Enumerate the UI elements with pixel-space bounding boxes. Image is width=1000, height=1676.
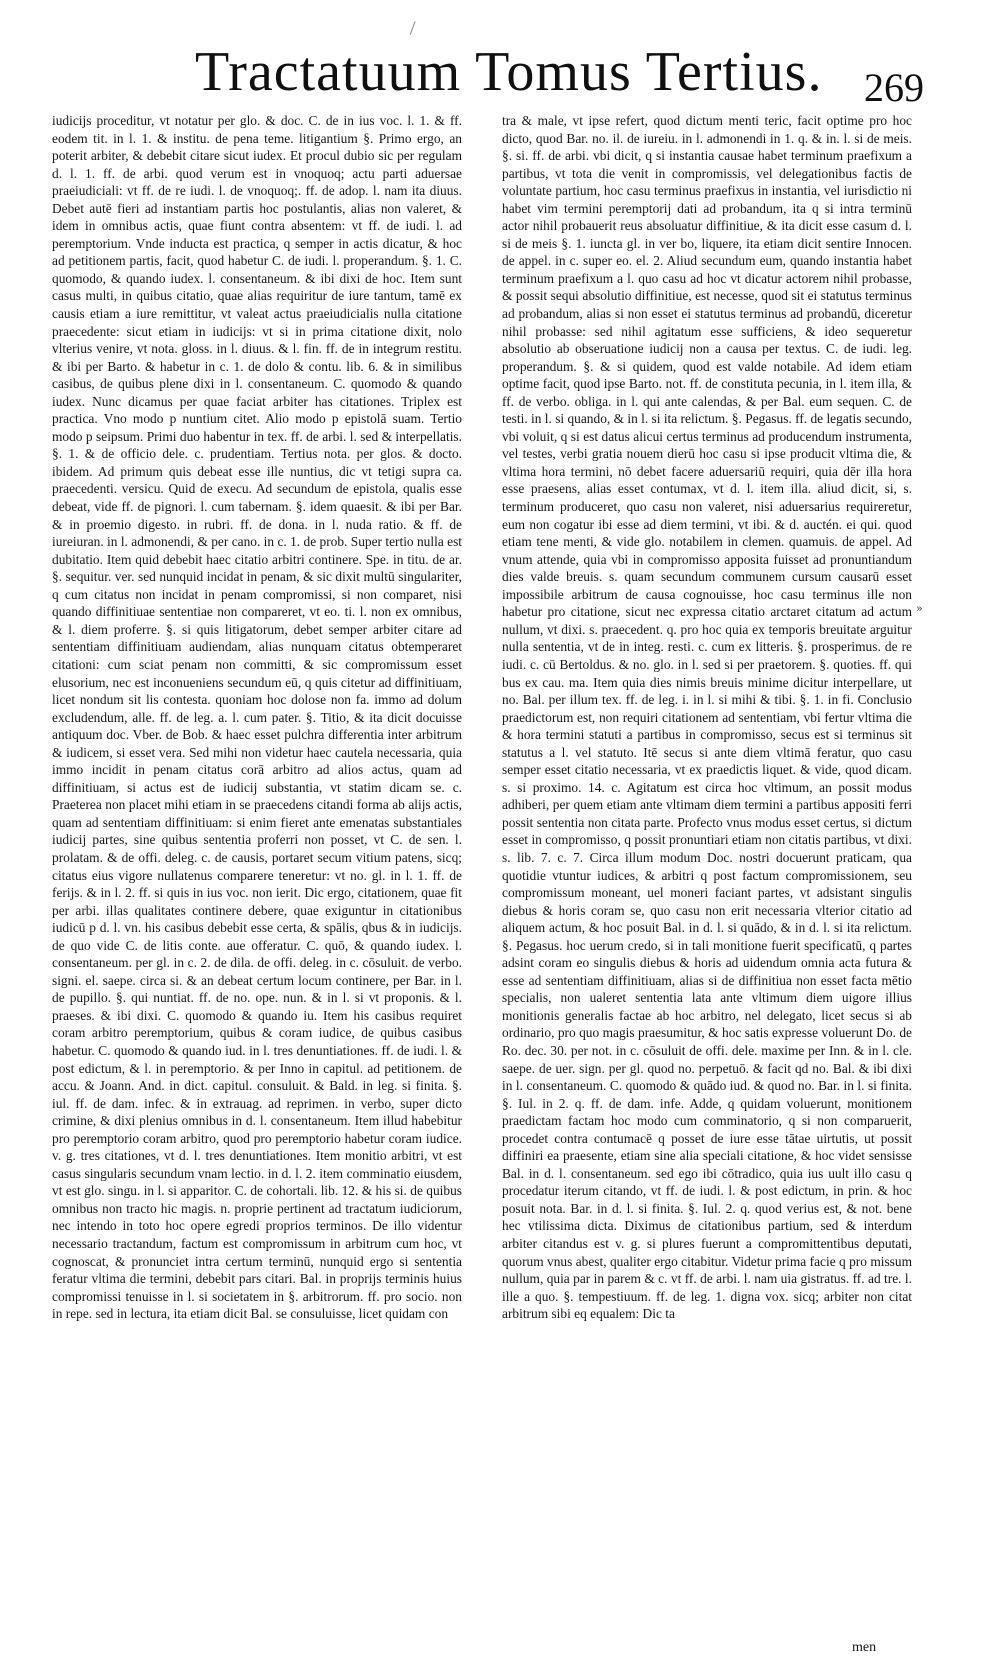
running-title: Tractatuum Tomus Tertius. — [195, 41, 823, 103]
text-column-left — [52, 112, 462, 1652]
catchword: men — [852, 1640, 877, 1655]
text-column-right — [502, 112, 912, 1652]
left-column-text: iudicijs proceditur, vt notatur per glo. & doc. C. de in ius voc. l. 1. & ff. eodem tit. in l. 1. & institu. de pena teme. litigantium §. Primo ergo, an poterit arbiter, & debebit citare sicut iudex. Et procul dubio sic per regulam d. l. 1. ff. de arbi. quod verum est in vnoquoq; actu parti aduersae praeiudiciali: vt ff. de re iudi. l. de vnoquoq;. ff. de adop. l. nam ita diuus. Debet autē fieri ad instantiam partis hoc postulantis, alias non valeret, & idem in omnibus actis, quae fiunt contra absentem: vt ff. de iudi. l. ad peremptorium. Vnde inducta est practica, q semper in actis dicatur, & hoc ad petitionem partis, facit, quod habetur C. de iudi. l. properandum. §. 1. C. quomodo, & quando iudex. l. consentaneum. & ibi dixi de hoc. Item sunt casus multi, in quibus citatio, quae alias requiritur de iure tantum, tamē ex causis etiam a iure remittitur, vt valeat actus praeiudicialis nulla citatione praecedente: sicut etiam in iudicijs: vt si in prima citatione dixit, nolo vlterius venire, vt nota. gloss. in l. diuus. & l. fin. ff. de in integrum restitu. & ibi per Barto. & habetur in c. 1. de dolo & contu. lib. 6. & in similibus casibus, de quibus plene dixi in l. consentaneum. C. quomodo & quando iudex. Nunc dicamus per quae faciat arbiter has citationes. Triplex est practica. Vno modo p nuntium citet. Alio modo p epistolā suam. Tertio modo p seipsum. Primi duo habentur in tex. ff. de arbi. l. sed & interpellatis. §. 1. & de officio dele. c. prudentiam. Tertius nota. per glos. & docto. ibidem. Ad primum quis debeat esse ille nuntius, dic vt tetigi supra ca. praecedenti. versicu. Quid de execu. Ad secundum de epistola, qualis esse debeat, vide ff. de pignori. l. cum tabernam. §. idem quaesit. & ibi per Bar. & in proemio digesto. in rubri. ff. de dona. in l. nuda ratio. & ff. de iureiuran. in l. admonendi, & per cano. in c. 1. de prob. Super tertio nulla est dubitatio. Item quid debebit haec citatio arbitri continere. Spe. in titu. de ar. §. sequitur. ver. sed nunquid incidat in penam, & sic dixit multū singulariter, q cum citatus non incidat in penam compromissi, si non comparet, nisi quando diffinitiuae sententiae non compareret, vt eo. ti. l. non ex omnibus, & l. diem proferre. §. si quis litigatorum, debet semper arbiter citare ad sententiam diffinitiuam audiendam, alias nunquam citatus obtemperaret citationi: cum sciat penam non committi, & sic compromissum esset elusorium, nec est inconueniens secundum eū, q quis citetur ad diffinitiuam, licet nondum sit lis contesta. quoniam hoc dolose non fa. immo ad dolum excludendum, alle. ff. de leg. a. l. cum pater. §. Titio, & ita dicit docuisse antiquum doc. Vber. de Bob. & haec esset pulchra differentia inter arbitrum & iudicem, si esset vera. Sed mihi non videtur haec cautela necessaria, quia immo incidit in penam citatus corā arbitro ad alios actus, quam ad diffinitiuam, si actus est de iudicij substantia, vt statim dicam se. c. Praeterea non placet mihi etiam in se praecedens citandi forma ab alijs actis, quam ad sententiam diffinitiuam: si enim fieret ante emenatas substantiales iudicij partes, sine quibus sententia proferri non posset, vt C. de sen. l. prolatam. & de offi. deleg. c. de causis, portaret secum vitium patens, sicq; citatus eius vigore nullatenus comparere teneretur: vt no. gl. in l. 1. ff. de ferijs. & in l. 2. ff. si quis in ius voc. non ierit. Dic ergo, citationem, quae fit per arbi. illas qualitates continere debere, quae exiguntur in citationibus iudicū p d. l. vn. his casibus debebit esse certa, & spālis, qbus & in iudicijs. de quo vide C. de litis conte. aue offeratur. C. quō, & quando iudex. l. consentaneum. per gl. in c. 2. de dila. de offi. deleg. in c. cōsuluit. de verbo. signi. el. saepe. circa si. & an debeat certum locum continere, per Bar. in l. de pupillo. §. qui nuntiat. ff. de no. ope. nun. & in l. si vt proponis. & l. praeses. & ibi dixi. C. quomodo & quando iu. Item his casibus requiret coram arbitro peremptorium, quibus & coram iudice, de quibus casibus habetur. C. quomodo & quando iud. in l. tres denuntiationes. ff. de iudi. l. & post edictum, & l. in peremptorio. & per Inno in capitul. ad petitionem. de accu. & Joann. And. in dict. capitul. consuluit. & Bald. in leg. si finita. §. iul. ff. de dam. infec. & in extrauag. ad reprimen. in verbo, super dicto crimine, & dixi plenius omnibus in d. l. consentaneum. Item illud habebitur pro peremptorio coram arbitro, quod pro peremptorio habetur coram iudice. v. g. tres citationes, vt d. l. tres denuntiationes. Item monitio arbitri, vt est casus singularis secundum vnam lectio. in d. l. 2. item comminatio eiusdem, vt est glo. singu. in l. si apparitor. C. de cohortali. lib. 12. & his si. de quibus omnibus non tracto hic magis. n. proprie pertinent ad tractatum iudiciorum, nec intendo in toto hoc opere egredi proprios terminos. De illo videntur necessario tractandum, factum est compromissum in arbitrum cum hoc, vt cognoscat, & pronunciet intra certum terminū, nunquid ergo si sententia feratur vltima die termini, debebit pars citari. Bal. in proprijs terminis huius compromissi tenuisse in l. si societatem in §. arbitrorum. ff. pro socio. non in repe. sed in lectura, ita etiam dicit Bal. se consuluisse, licet quidam con — [52, 113, 462, 1322]
right-column-text: tra & male, vt ipse refert, quod dictum menti teric, facit optime pro hoc dicto, quod Bar. no. il. de iureiu. in l. admonendi in 1. q. & in. l. si de meis. §. si. ff. de arbi. vbi dicit, q si instantia causae habet terminum praefixum a partibus, vt tota die venit in compromissis, vel delegationibus factis de voluntate partium, hoc casu terminus praefixus in instantia, vel iurisdictio ni habet vim termini peremptorij dati ad probandum, ita q si intra terminū actor nihil probauerit reus absoluatur diffinitiue, & ita dicit esse casum d. l. si de meis §. 1. iuncta gl. in ver bo, liquere, ita etiam dicit sentire Innocen. de appel. in c. super eo. el. 2. Aliud secundum eum, quando instantia habet terminum praefixum a l. quo casu ad hoc vt dicatur actorem nihil probasse, & possit sequi absolutio diffinitiue, est necesse, quod sit ei statutus terminus ad probandum, alias si non esset ei statutus terminus ad probandū, diceretur nihil probasse: sed nihil agitatum esse sufficiens, & ideo sequeretur absolutio ab obseruatione iudicij non a causa per textus. C. de iudi. leg. properandum. §. & si quidem, quod est valde notabile. Ad idem etiam optime facit, quod ipse Barto. not. ff. de constituta pecunia, in l. item illa, & ff. de verbo. obliga. in l. qui ante calendas, & per Bal. eum sequen. C. de testi. in l. si quando, & in l. si ita relictum. §. Pegasus. ff. de legatis secundo, vbi voluit, q si est datus alicui certus terminus ad producendum instrumenta, vel testes, verbi gratia nouem dierū hoc casu si ipse producit vltima die, & vltima hora termini, nō debet facere aduersariū requiri, quia dēr illa hora esse praesens, alias esset contumax, vt d. l. item illa. aliud dicit, si, s. terminum produceret, quo casu non valeret, nisi aduersarius requireretur, eum non cogatur ibi esse ad diem termini, vt ibi. & d. auctén. ei qui. quod etiam tene menti, & vide glo. notabilem in clemen. quamuis. de appel. Ad vnum attende, quia vbi in compromisso apposita fuisset ad pronuntiandum dies valde breuis. s. quam secundum communem cursum causarū esset impossibile arbitrum de causa cognouisse, hoc casu terminus ille non habetur pro citatione, sicut nec expressa citatio arctaret citatum ad actum nullum, vt dixi. s. praecedent. q. pro hoc quia ex temporis breuitate arguitur nulla sententia, vt de in integ. resti. c. cum ex litteris. §. prosperimus. de re iudi. c. cū Bertoldus. & no. glo. in l. sed si per praetorem. §. quoties. ff. qui bus ex cau. ma. Item quia dies nimis breuis minime dicitur interpellare, ut no. Bal. per illum tex. ff. de leg. i. in l. si mihi & tibi. §. 1. in fi. Conclusio praedictorum est, non requiri citationem ad sententiam, vbi fertur vltima die & hora termini statuti a partibus in compromisso, secus est si terminus sit statutus a l. vel statuto. Itē secus si ante diem vltimā feratur, quo casu semper esset citatio necessaria, vt ex praedictis liquet. & vide, quod dicam. s. si proximo. 14. c. Agitatum est circa hoc vltimum, an possit modus adhiberi, per quem etiam ante vltimam diem termini a partibus appositi ferri possit sententia non citata parte. Profecto vnus modus esset certus, si dictum esset in compromisso, q possit pronuntiari etiam non citatis partibus, vt dixi. s. lib. 7. c. 7. Circa illum modum Doc. nostri docuerunt praticam, qua quotidie vtuntur iudices, & arbitri q post factum compromissionem, seu compromissum moneant, uel moneri faciant partes, vt adsistant singulis diebus & horis coram se, quo casu non erit necessaria vlterior citatio ad aliquem actum, & hoc posuit Bal. in d. l. si quādo, & in d. l. si ita relictum. §. Pegasus. hoc uerum credo, si in tali monitione fuerit specificatū, q partes adsint coram eo singulis diebus & horis ad uidendum omnia acta futura & esse ad sententiam diffinitiuam, alias si de diffinitiua non esset facta mētio specialis, non ualeret sententia lata ante vltimum diem uigore illius monitionis generalis factae ab hoc arbitro, nel delegato, licet secus si ab ordinario, pro quo magis praesumitur, & hoc satis expresse voluerunt Do. de Ro. dec. 30. per not. in c. cōsuluit de offi. dele. maxime per Inn. & in l. cle. saepe. de uer. sign. per gl. quod no. perpetuō. & facit qd no. Bal. & ibi dixi in l. consentaneum. C. quomodo & quādo iud. & quod no. Bar. in l. si finita. §. Iul. in 2. q. ff. de dam. infe. Adde, q quidam voluerunt, monitionem praedictam factam hoc modo cum comminatorio, q si non comparuerit, procedet contra contumacē q posset de iure esse tātae uirtutis, ut possit diffiniri ea praesente, etiam sine alia speciali citatione, & hoc videt sensisse Bal. in d. l. consentaneum. sed ego ibi cōtradico, quia ius uult illo casu q procedatur iterum citando, vt ff. de iudi. l. & post edictum, in prin. & hoc posuit nota. Bar. in d. l. si finita. §. Iul. 2. q. quod verius est, & not. bene hec vtilissima dicta. Diximus de citationibus partium, sed & interdum arbiter citandus est v. g. si plures fuerunt a compromittentibus deputati, quorum vnus abest, qualiter ergo citabitur. Videtur prima facie q pro missum nullum, quia par in parem & c. vt ff. de arbi. l. nam uia gistratus. ff. ad tre. l. ille a quo. §. tempestiuum. ff. de leg. 1. digna vox. sicq; arbiter non citat arbitrum sibi eq equalem: Dic ta — [502, 113, 912, 1322]
margin-mark: » — [916, 602, 923, 615]
page-number: 269 — [864, 65, 924, 110]
stray-ink-mark — [410, 21, 421, 37]
